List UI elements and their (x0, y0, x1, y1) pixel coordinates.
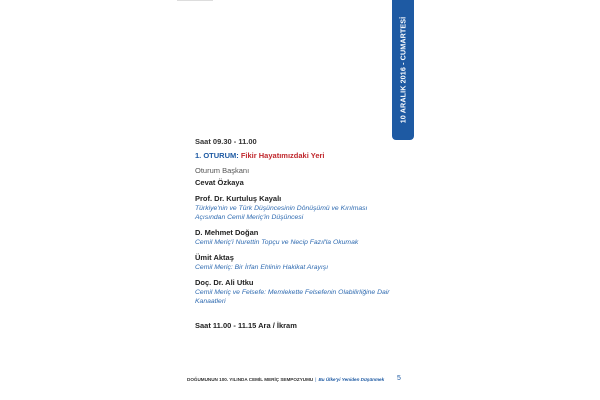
date-tab (392, 0, 414, 140)
footer-theme: Bu Ülke'yi Yeniden Düşünmek (318, 377, 385, 382)
break-time: Saat 11.00 - 11.15 Ara / İkram (195, 321, 297, 330)
footer-symposium: DOĞUMUNUN 100. YILINDA CEMİL MERİÇ SEMPOZYUMU (187, 377, 314, 382)
footer-separator: | (315, 377, 317, 382)
talk-title: Cemil Meriç: Bir İrfan Ehlinin Hakikat Arayışı (195, 264, 329, 271)
session-heading (195, 151, 390, 161)
talk-title: Cemil Meriç'i Nurettin Topçu ve Necip Fazıl'la Okumak (195, 239, 359, 246)
session-program (195, 137, 390, 331)
speaker-name: Prof. Dr. Kurtuluş Kayalı (195, 194, 282, 203)
speaker-name: Ümit Aktaş (195, 253, 234, 262)
session-time: Saat 09.30 - 11.00 (195, 137, 257, 146)
speaker-name: D. Mehmet Doğan (195, 228, 259, 237)
session-title: Fikir Hayatımızdaki Yeri (240, 151, 325, 160)
date-label: 10 ARALIK 2016 - CUMARTESİ (398, 16, 408, 124)
talk-title: Cemil Meriç ve Felsefe: Memlekette Felsefenin Olabilirliğine Dair Kanaatleri (195, 289, 390, 305)
chair-label: Oturum Başkanı (195, 166, 250, 175)
session-number: 1. OTURUM: (195, 151, 241, 160)
chair-name: Cevat Özkaya (195, 178, 244, 187)
speaker-name: Doç. Dr. Ali Utku (195, 278, 254, 287)
talk-title: Türkiye'nin ve Türk Düşüncesinin Dönüşümü ve Kırılması Açısından Cemil Meriç'in Düşüncesi (195, 205, 368, 221)
top-divider (177, 0, 213, 1)
page-footer (187, 376, 407, 383)
page-number: 5 (397, 375, 401, 382)
